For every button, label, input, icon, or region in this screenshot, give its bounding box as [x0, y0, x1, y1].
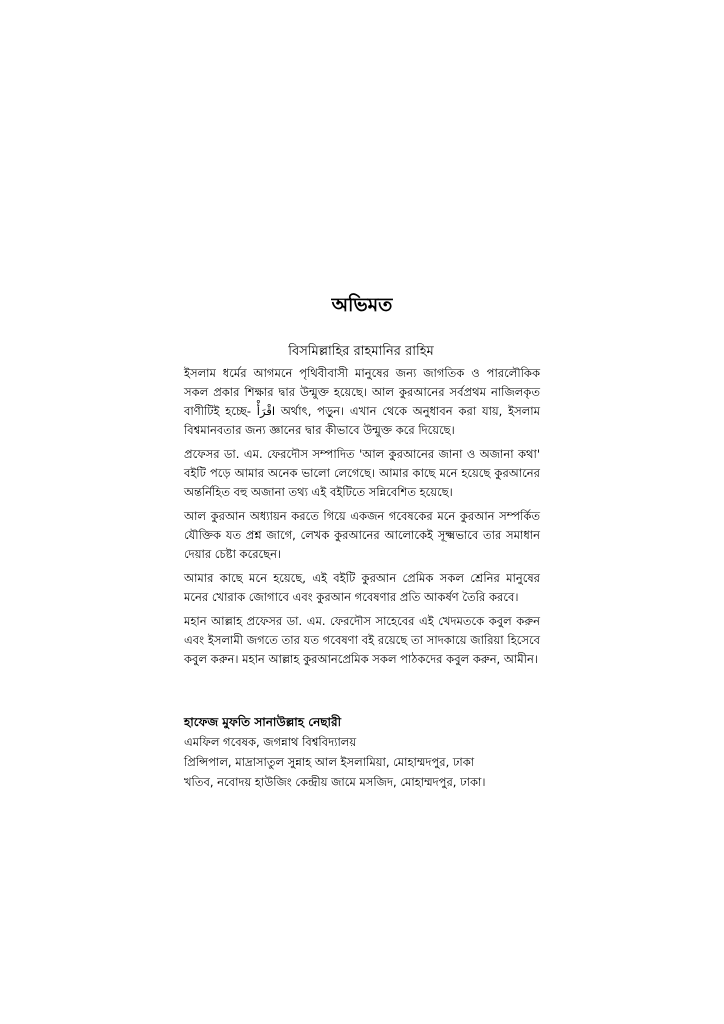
page-title: অভিমত: [331, 294, 393, 316]
signatory-name: হাফেজ মুফতি সানাউল্লাহ নেছারী: [184, 715, 342, 729]
paragraph-2: প্রফেসর ডা. এম. ফেরদৌস সম্পাদিত 'আল কুরআনের জানা ও অজানা কথা' বইটি পড়ে আমার অনেক ভালো লেগেছে। আমার কাছে মনে হয়েছে কুরআনের অন্তর্নিহিত বহু অজানা তথ্য এই বইটিতে সন্নিবেশিত হয়েছে।: [184, 447, 540, 499]
signature-block: [184, 712, 544, 792]
paragraph-3: আল কুরআন অধ্যায়ন করতে গিয়ে একজন গবেষকের মনে কুরআন সম্পর্কিত যৌক্তিক যত প্রশ্ন জাগে, লেখক কুরআনের আলোকেই সূক্ষ্মভাবে তার সমাধান দেয়ার চেষ্টা করেছেন।: [184, 509, 540, 561]
signatory-title-3: খতিব, নবোদয় হাউজিং কেন্দ্রীয় জামে মসজিদ, মোহাম্মদপুর, ঢাকা।: [184, 775, 486, 789]
paragraph-1: ইসলাম ধর্মের আগমনে পৃথিবীবাসী মানুষের জন্য জাগতিক ও পারলৌকিক সকল প্রকার শিক্ষার দ্বার উন্মুক্ত হয়েছে। আল কুরআনের সর্বপ্রথম নাজিলকৃত বাণীটিই হচ্ছে- اقْرَأْ অর্থাৎ, পড়ুন। এখান থেকে অনুধাবন করা যায়, ইসলাম বিশ্বমানবতার জন্য জ্ঞানের দ্বার কীভাবে উন্মুক্ত করে দিয়েছে।: [184, 366, 540, 437]
signatory-title-1: এমফিল গবেষক, জগন্নাথ বিশ্ববিদ্যালয়: [184, 735, 357, 749]
basmala-line: বিসমিল্লাহির রাহমানির রাহিম: [288, 344, 434, 359]
signatory-title-2: প্রিন্সিপাল, মাদ্রাসাতুল সুন্নাহ আল ইসলামিয়া, মোহাম্মদপুর, ঢাকা: [184, 755, 475, 769]
body-text: [184, 364, 540, 674]
paragraph-5: মহান আল্লাহ প্রফেসর ডা. এম. ফেরদৌস সাহেবের এই খেদমতকে কবুল করুন এবং ইসলামী জগতে তার যত গবেষণা বই রয়েছে তা সাদকায়ে জারিয়া হিসেবে কবুল করুন। মহান আল্লাহ কুরআনপ্রেমিক সকল পাঠকদের কবুল করুন, আমীন।: [184, 614, 540, 666]
paragraph-4: আমার কাছে মনে হয়েছে, এই বইটি কুরআন প্রেমিক সকল শ্রেনির মানুষের মনের খোরাক জোগাবে এবং কুরআন গবেষণার প্রতি আকর্ষণ তৈরি করবে।: [184, 571, 540, 604]
